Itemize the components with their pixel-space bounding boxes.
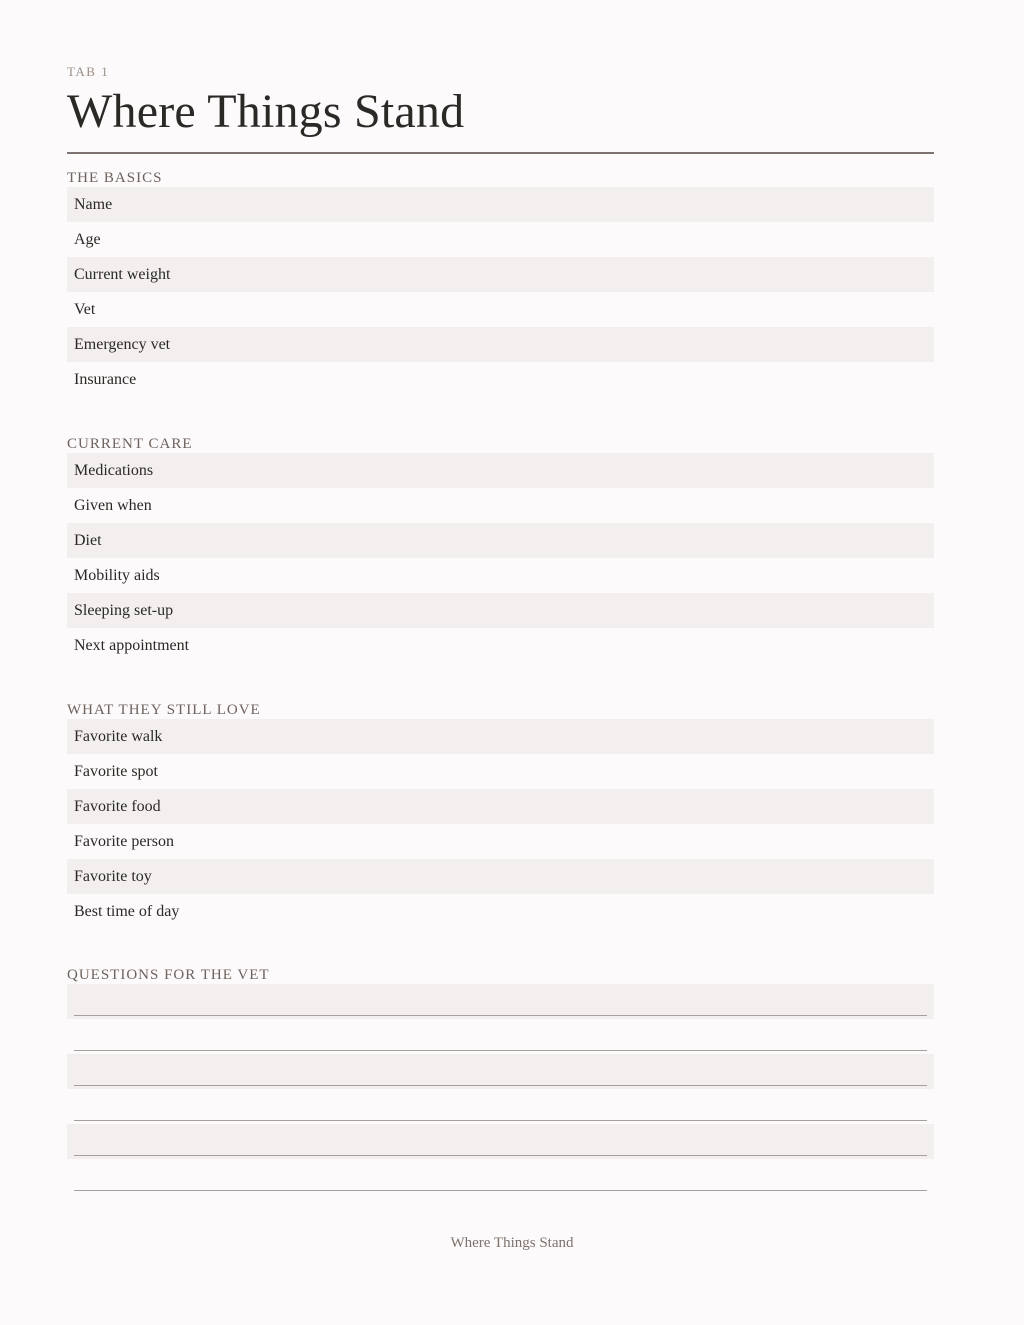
- tab-label: TAB 1: [67, 64, 110, 79]
- field-age: Age: [74, 231, 101, 248]
- writing-line: [67, 1019, 934, 1054]
- field-insurance: Insurance: [74, 371, 137, 388]
- writing-line: [67, 1089, 934, 1124]
- field-favorite-walk: Favorite walk: [67, 719, 934, 754]
- line-rule: [74, 1085, 927, 1086]
- field-emergency-vet: Emergency vet: [67, 327, 934, 362]
- field-favorite-toy: Favorite toy: [67, 859, 934, 894]
- field-current-weight: Current weight: [67, 257, 934, 292]
- field-best-time-of-day: Best time of day: [74, 903, 180, 920]
- section-the-basics: [67, 169, 934, 397]
- writing-line: [67, 984, 934, 1019]
- section-questions-for-the-vet: [67, 966, 934, 1194]
- writing-line: [67, 1054, 934, 1089]
- field-vet: Vet: [74, 301, 96, 318]
- section-heading: QUESTIONS FOR THE VET: [67, 967, 270, 983]
- field-given-when: Given when: [74, 497, 152, 514]
- line-rule: [74, 1155, 927, 1156]
- section-heading: THE BASICS: [67, 170, 163, 186]
- field-medications: Medications: [67, 453, 934, 488]
- field-favorite-food: Favorite food: [67, 789, 934, 824]
- field-next-appointment: Next appointment: [74, 637, 190, 654]
- field-name: Name: [67, 187, 934, 222]
- section-current-care: [67, 435, 934, 663]
- field-favorite-person: Favorite person: [74, 833, 174, 850]
- field-sleeping-set-up: Sleeping set-up: [67, 593, 934, 628]
- title-divider: [67, 152, 934, 154]
- field-favorite-spot: Favorite spot: [74, 763, 158, 780]
- line-rule: [74, 1050, 927, 1051]
- page-footer: Where Things Stand: [450, 1235, 574, 1251]
- writing-line: [67, 1159, 934, 1194]
- line-rule: [74, 1015, 927, 1016]
- line-rule: [74, 1120, 927, 1121]
- section-what-they-still-love: [67, 701, 934, 929]
- section-heading: CURRENT CARE: [67, 436, 193, 452]
- section-heading: WHAT THEY STILL LOVE: [67, 702, 261, 718]
- field-diet: Diet: [67, 523, 934, 558]
- page-title: Where Things Stand: [67, 85, 465, 138]
- writing-line: [67, 1124, 934, 1159]
- field-mobility-aids: Mobility aids: [74, 567, 160, 584]
- line-rule: [74, 1190, 927, 1191]
